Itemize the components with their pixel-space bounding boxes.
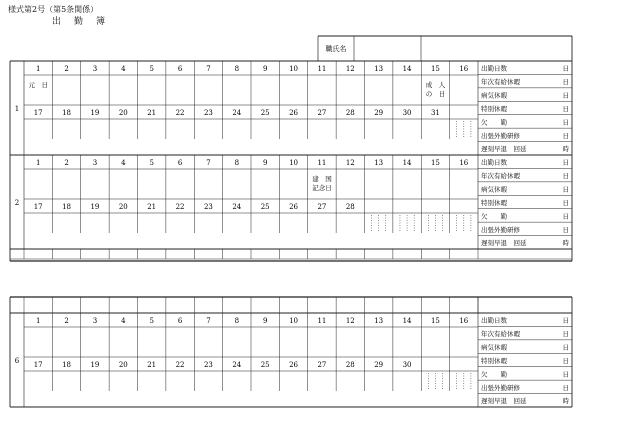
summary-label: 特別休暇 <box>481 104 507 113</box>
day-number: 24 <box>232 109 242 117</box>
day-number: 17 <box>33 109 43 117</box>
summary-label: 遅刻早退 回延 <box>481 239 527 248</box>
name-header-box <box>318 36 572 61</box>
day-number: 27 <box>317 203 327 211</box>
day-number: 1 <box>35 317 41 325</box>
summary-label: 年次有給休暇 <box>481 78 520 87</box>
day-number: 18 <box>62 203 72 211</box>
day-number: 23 <box>203 203 213 211</box>
day-number: 1 <box>35 65 41 73</box>
day-number: 24 <box>232 203 242 211</box>
day-number: 27 <box>317 361 327 369</box>
summary-unit: 日 <box>562 131 569 140</box>
day-number: 2 <box>64 65 69 73</box>
summary-label: 出勤日数 <box>481 158 507 167</box>
day-number: 21 <box>147 203 157 211</box>
day-number: 1 <box>35 159 41 167</box>
day-number: 5 <box>149 159 154 167</box>
day-number: 22 <box>175 361 185 369</box>
day-number: 28 <box>345 203 355 211</box>
summary-label: 欠 勤 <box>481 212 507 221</box>
summary-unit: 日 <box>562 172 569 181</box>
day-number: 9 <box>262 65 268 73</box>
holiday-note: 元 日 <box>28 81 48 89</box>
day-number: 22 <box>175 203 185 211</box>
summary-unit: 時 <box>562 145 569 154</box>
day-number: 23 <box>203 361 213 369</box>
day-number: 16 <box>459 65 469 73</box>
holiday-note: の 日 <box>425 90 446 98</box>
month-label: 6 <box>14 357 20 365</box>
day-number: 6 <box>177 65 183 73</box>
month-blocks <box>10 61 572 407</box>
month-block-2 <box>10 155 572 249</box>
day-number: 12 <box>345 65 355 73</box>
day-number: 10 <box>289 65 299 73</box>
day-number: 2 <box>64 317 69 325</box>
day-number: 2 <box>64 159 69 167</box>
day-number: 15 <box>430 65 440 73</box>
day-number: 29 <box>374 361 384 369</box>
summary-label: 特別休暇 <box>481 198 507 207</box>
summary-label: 出勤日数 <box>481 64 507 73</box>
day-number: 28 <box>345 361 355 369</box>
day-number: 19 <box>90 361 100 369</box>
day-number: 3 <box>92 317 98 325</box>
day-number: 25 <box>260 361 270 369</box>
day-number: 14 <box>402 65 412 73</box>
day-number: 20 <box>118 203 128 211</box>
summary-unit: 時 <box>562 239 569 248</box>
day-number: 13 <box>374 159 384 167</box>
summary-unit: 日 <box>562 356 569 365</box>
day-number: 19 <box>90 109 100 117</box>
summary-unit: 日 <box>562 118 569 127</box>
day-number: 28 <box>345 109 355 117</box>
day-number: 7 <box>206 159 211 167</box>
summary-unit: 日 <box>562 212 569 221</box>
holiday-note: 建 国 <box>312 175 332 183</box>
day-number: 14 <box>402 317 412 325</box>
summary-unit: 日 <box>562 343 569 352</box>
day-number: 13 <box>374 317 384 325</box>
day-number: 14 <box>402 159 412 167</box>
day-number: 10 <box>289 159 299 167</box>
day-number: 11 <box>317 317 327 325</box>
day-number: 26 <box>289 109 299 117</box>
day-number: 25 <box>260 203 270 211</box>
day-number: 19 <box>90 203 100 211</box>
day-number: 27 <box>317 109 327 117</box>
day-number: 8 <box>234 65 240 73</box>
day-number: 23 <box>203 109 213 117</box>
day-number: 20 <box>118 361 128 369</box>
summary-unit: 時 <box>562 397 569 406</box>
summary-label: 遅刻早退 回延 <box>481 397 527 406</box>
summary-unit: 日 <box>562 64 569 73</box>
day-number: 20 <box>118 109 128 117</box>
day-number: 31 <box>430 109 440 117</box>
day-number: 26 <box>289 203 299 211</box>
day-number: 18 <box>62 361 72 369</box>
day-number: 21 <box>147 361 157 369</box>
summary-label: 欠 勤 <box>481 118 507 127</box>
summary-unit: 日 <box>562 370 569 379</box>
day-number: 15 <box>430 317 440 325</box>
summary-label: 特別休暇 <box>481 356 507 365</box>
summary-label: 病気休暇 <box>481 185 507 194</box>
holiday-note: 成 人 <box>425 81 446 89</box>
summary-label: 欠 勤 <box>481 370 507 379</box>
summary-label: 出張外勤研修 <box>481 225 520 234</box>
day-number: 13 <box>374 65 384 73</box>
day-number: 16 <box>459 159 469 167</box>
day-number: 16 <box>459 317 469 325</box>
summary-label: 出張外勤研修 <box>481 131 520 140</box>
lower-header-band <box>10 297 572 313</box>
day-number: 26 <box>289 361 299 369</box>
day-number: 6 <box>177 317 183 325</box>
day-number: 17 <box>33 361 43 369</box>
summary-label: 年次有給休暇 <box>481 330 520 339</box>
holiday-note: 記念日 <box>312 184 332 192</box>
day-number: 9 <box>262 317 268 325</box>
day-number: 3 <box>92 65 98 73</box>
summary-label: 病気休暇 <box>481 343 507 352</box>
summary-unit: 日 <box>562 198 569 207</box>
summary-unit: 日 <box>562 91 569 100</box>
day-number: 15 <box>430 159 440 167</box>
day-number: 11 <box>317 65 327 73</box>
summary-label: 病気休暇 <box>481 91 507 100</box>
blank-band <box>10 249 572 261</box>
attendance-book-title: 出勤簿 <box>52 17 119 27</box>
day-number: 29 <box>374 109 384 117</box>
day-number: 7 <box>206 65 211 73</box>
day-number: 11 <box>317 159 327 167</box>
summary-unit: 日 <box>562 383 569 392</box>
day-number: 21 <box>147 109 157 117</box>
day-number: 3 <box>92 159 98 167</box>
summary-unit: 日 <box>562 225 569 234</box>
month-block-1 <box>10 61 572 155</box>
day-number: 12 <box>345 317 355 325</box>
form-number-title: 様式第2号（第5条関係） <box>8 5 99 14</box>
day-number: 22 <box>175 109 185 117</box>
day-number: 7 <box>206 317 211 325</box>
day-number: 12 <box>345 159 355 167</box>
summary-label: 出張外勤研修 <box>481 383 520 392</box>
summary-unit: 日 <box>562 330 569 339</box>
day-number: 4 <box>121 65 126 73</box>
day-number: 18 <box>62 109 72 117</box>
day-number: 25 <box>260 109 270 117</box>
summary-unit: 日 <box>562 78 569 87</box>
month-label: 2 <box>14 199 20 207</box>
day-number: 24 <box>232 361 242 369</box>
summary-unit: 日 <box>562 185 569 194</box>
day-number: 6 <box>177 159 183 167</box>
day-number: 5 <box>149 65 154 73</box>
day-number: 4 <box>121 159 126 167</box>
day-number: 8 <box>234 317 240 325</box>
summary-label: 年次有給休暇 <box>481 172 520 181</box>
month-label: 1 <box>14 105 20 113</box>
day-number: 9 <box>262 159 268 167</box>
day-number: 30 <box>402 109 412 117</box>
summary-label: 遅刻早退 回延 <box>481 145 527 154</box>
summary-unit: 日 <box>562 104 569 113</box>
summary-unit: 日 <box>562 316 569 325</box>
summary-unit: 日 <box>562 158 569 167</box>
name-label: 職氏名 <box>325 45 347 53</box>
day-number: 5 <box>149 317 154 325</box>
day-number: 8 <box>234 159 240 167</box>
day-number: 30 <box>402 361 412 369</box>
day-number: 17 <box>33 203 43 211</box>
day-number: 4 <box>121 317 126 325</box>
month-block-6 <box>10 313 572 407</box>
summary-label: 出勤日数 <box>481 316 507 325</box>
day-number: 10 <box>289 317 299 325</box>
